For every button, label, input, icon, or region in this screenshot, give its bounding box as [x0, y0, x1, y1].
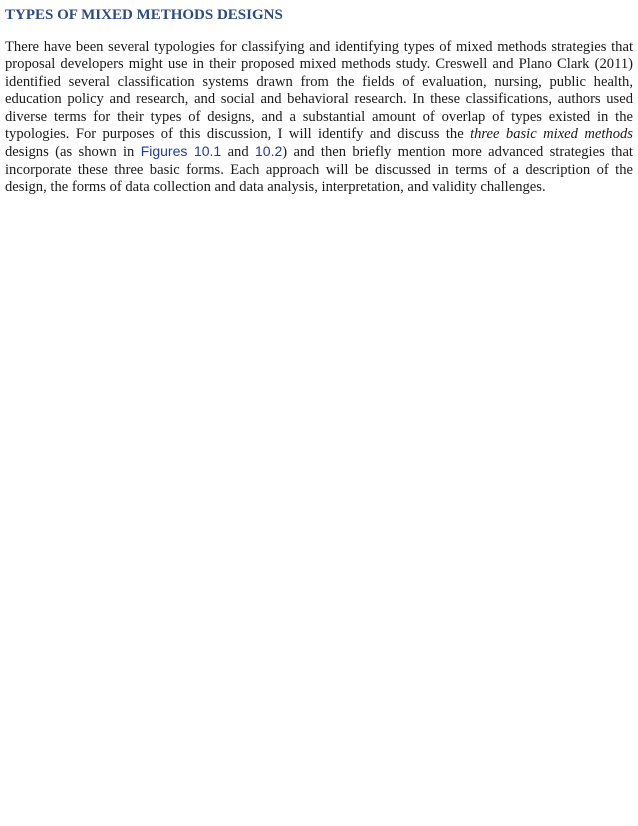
body-paragraph — [5, 39, 633, 197]
paragraph-text-1: There have been several typologies for classifying and identifying types of mixed methods strategies that proposal developers might use in their proposed mixed methods study. Creswell and Plano Clark (2011) identified several classification systems drawn from the fields of evaluation, nursing, public health, education policy and research, and social and behavioral research. In these classifications, authors used diverse terms for their types of designs, and a substantial amount of overlap of types existed in the typologies. For purposes of this discussion, I will identify and discuss the — [5, 39, 633, 143]
paragraph-text-4: ) and then briefly mention more advanced strategies that incorporate these three basic forms. Each approach will be discussed in terms of a description of the design, the forms of data collection and data analysis, interpretation, and validity challenges. — [5, 144, 633, 196]
paragraph-text-3: and — [221, 144, 256, 161]
paragraph-text-2: designs (as shown in — [5, 144, 141, 161]
figure-10-1-link[interactable]: Figures 10.1 — [140, 143, 222, 160]
section-heading: TYPES OF MIXED METHODS DESIGNS — [5, 7, 283, 23]
emphasis-text: three basic mixed methods — [470, 126, 633, 143]
document-page — [5, 0, 633, 197]
figure-10-2-link[interactable]: 10.2 — [255, 143, 283, 160]
